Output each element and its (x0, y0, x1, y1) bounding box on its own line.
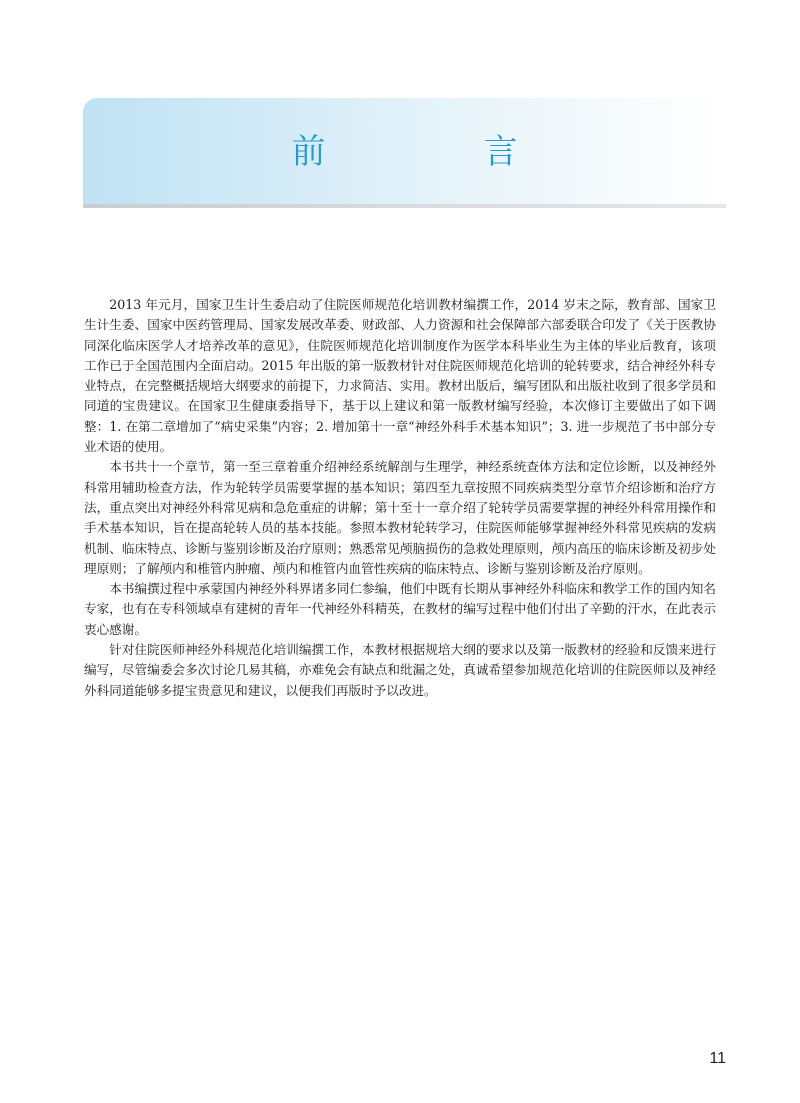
paragraph-4: 针对住院医师神经外科规范化培训编撰工作，本教材根据规培大纲的要求以及第一版教材的经验和反馈来进行编写，尽管编委会多次讨论几易其稿，亦难免会有缺点和纰漏之处，真诚希望参加规范化培训的住院医师以及神经外科同道能够多提宝贵意见和建议，以便我们再版时予以改进。 (84, 642, 716, 698)
paragraph-3: 本书编撰过程中承蒙国内神经外科界诸多同仁参编，他们中既有长期从事神经外科临床和教学工作的国内知名专家，也有在专科领域卓有建树的青年一代神经外科精英，在教材的编写过程中他们付出了辛勤的汗水，在此表示衷心感谢。 (84, 581, 716, 637)
preface-body (84, 295, 716, 701)
page-number: 11 (709, 1050, 726, 1067)
paragraph-2: 本书共十一个章节，第一至三章着重介绍神经系统解剖与生理学，神经系统查体方法和定位诊断，以及神经外科常用辅助检查方法，作为轮转学员需要掌握的基本知识；第四至九章按照不同疾病类型分章节介绍诊断和治疗方法，重点突出对神经外科常见病和急危重症的讲解；第十至十一章介绍了轮转学员需要掌握的神经外科常用操作和手术基本知识，旨在提高轮转人员的基本技能。参照本教材轮转学习，住院医师能够掌握神经外科常见疾病的发病机制、临床特点、诊断与鉴别诊断及治疗原则；熟悉常见颅脑损伤的急救处理原则，颅内高压的临床诊断及初步处理原则；了解颅内和椎管内肿瘤、颅内和椎管内血管性疾病的临床特点、诊断与鉴别诊断及治疗原则。 (84, 459, 716, 576)
page-title: 前 言 (291, 132, 580, 172)
paragraph-1: 2013 年元月，国家卫生计生委启动了住院医师规范化培训教材编撰工作，2014 岁末之际，教育部、国家卫生计生委、国家中医药管理局、国家发展改革委、财政部、人力资源和社会保障部六部委联合印发了《关于医教协同深化临床医学人才培养改革的意见》，住院医师规范化培训制度作为医学本科毕业生为主体的毕业后教育，该项工作已于全国范围内全面启动。2015 年出版的第一版教材针对住院医师规范化培训的轮转要求，结合神经外科专业特点，在完整概括规培大纲要求的前提下，力求简洁、实用。教材出版后，编写团队和出版社收到了很多学员和同道的宝贵建议。在国家卫生健康委指导下，基于以上建议和第一版教材编写经验，本次修订主要做出了如下调整：1. 在第二章增加了“病史采集”内容；2. 增加第十一章“神经外科手术基本知识”；3. 进一步规范了书中部分专业术语的使用。 (84, 297, 716, 455)
header-rule (83, 204, 726, 208)
